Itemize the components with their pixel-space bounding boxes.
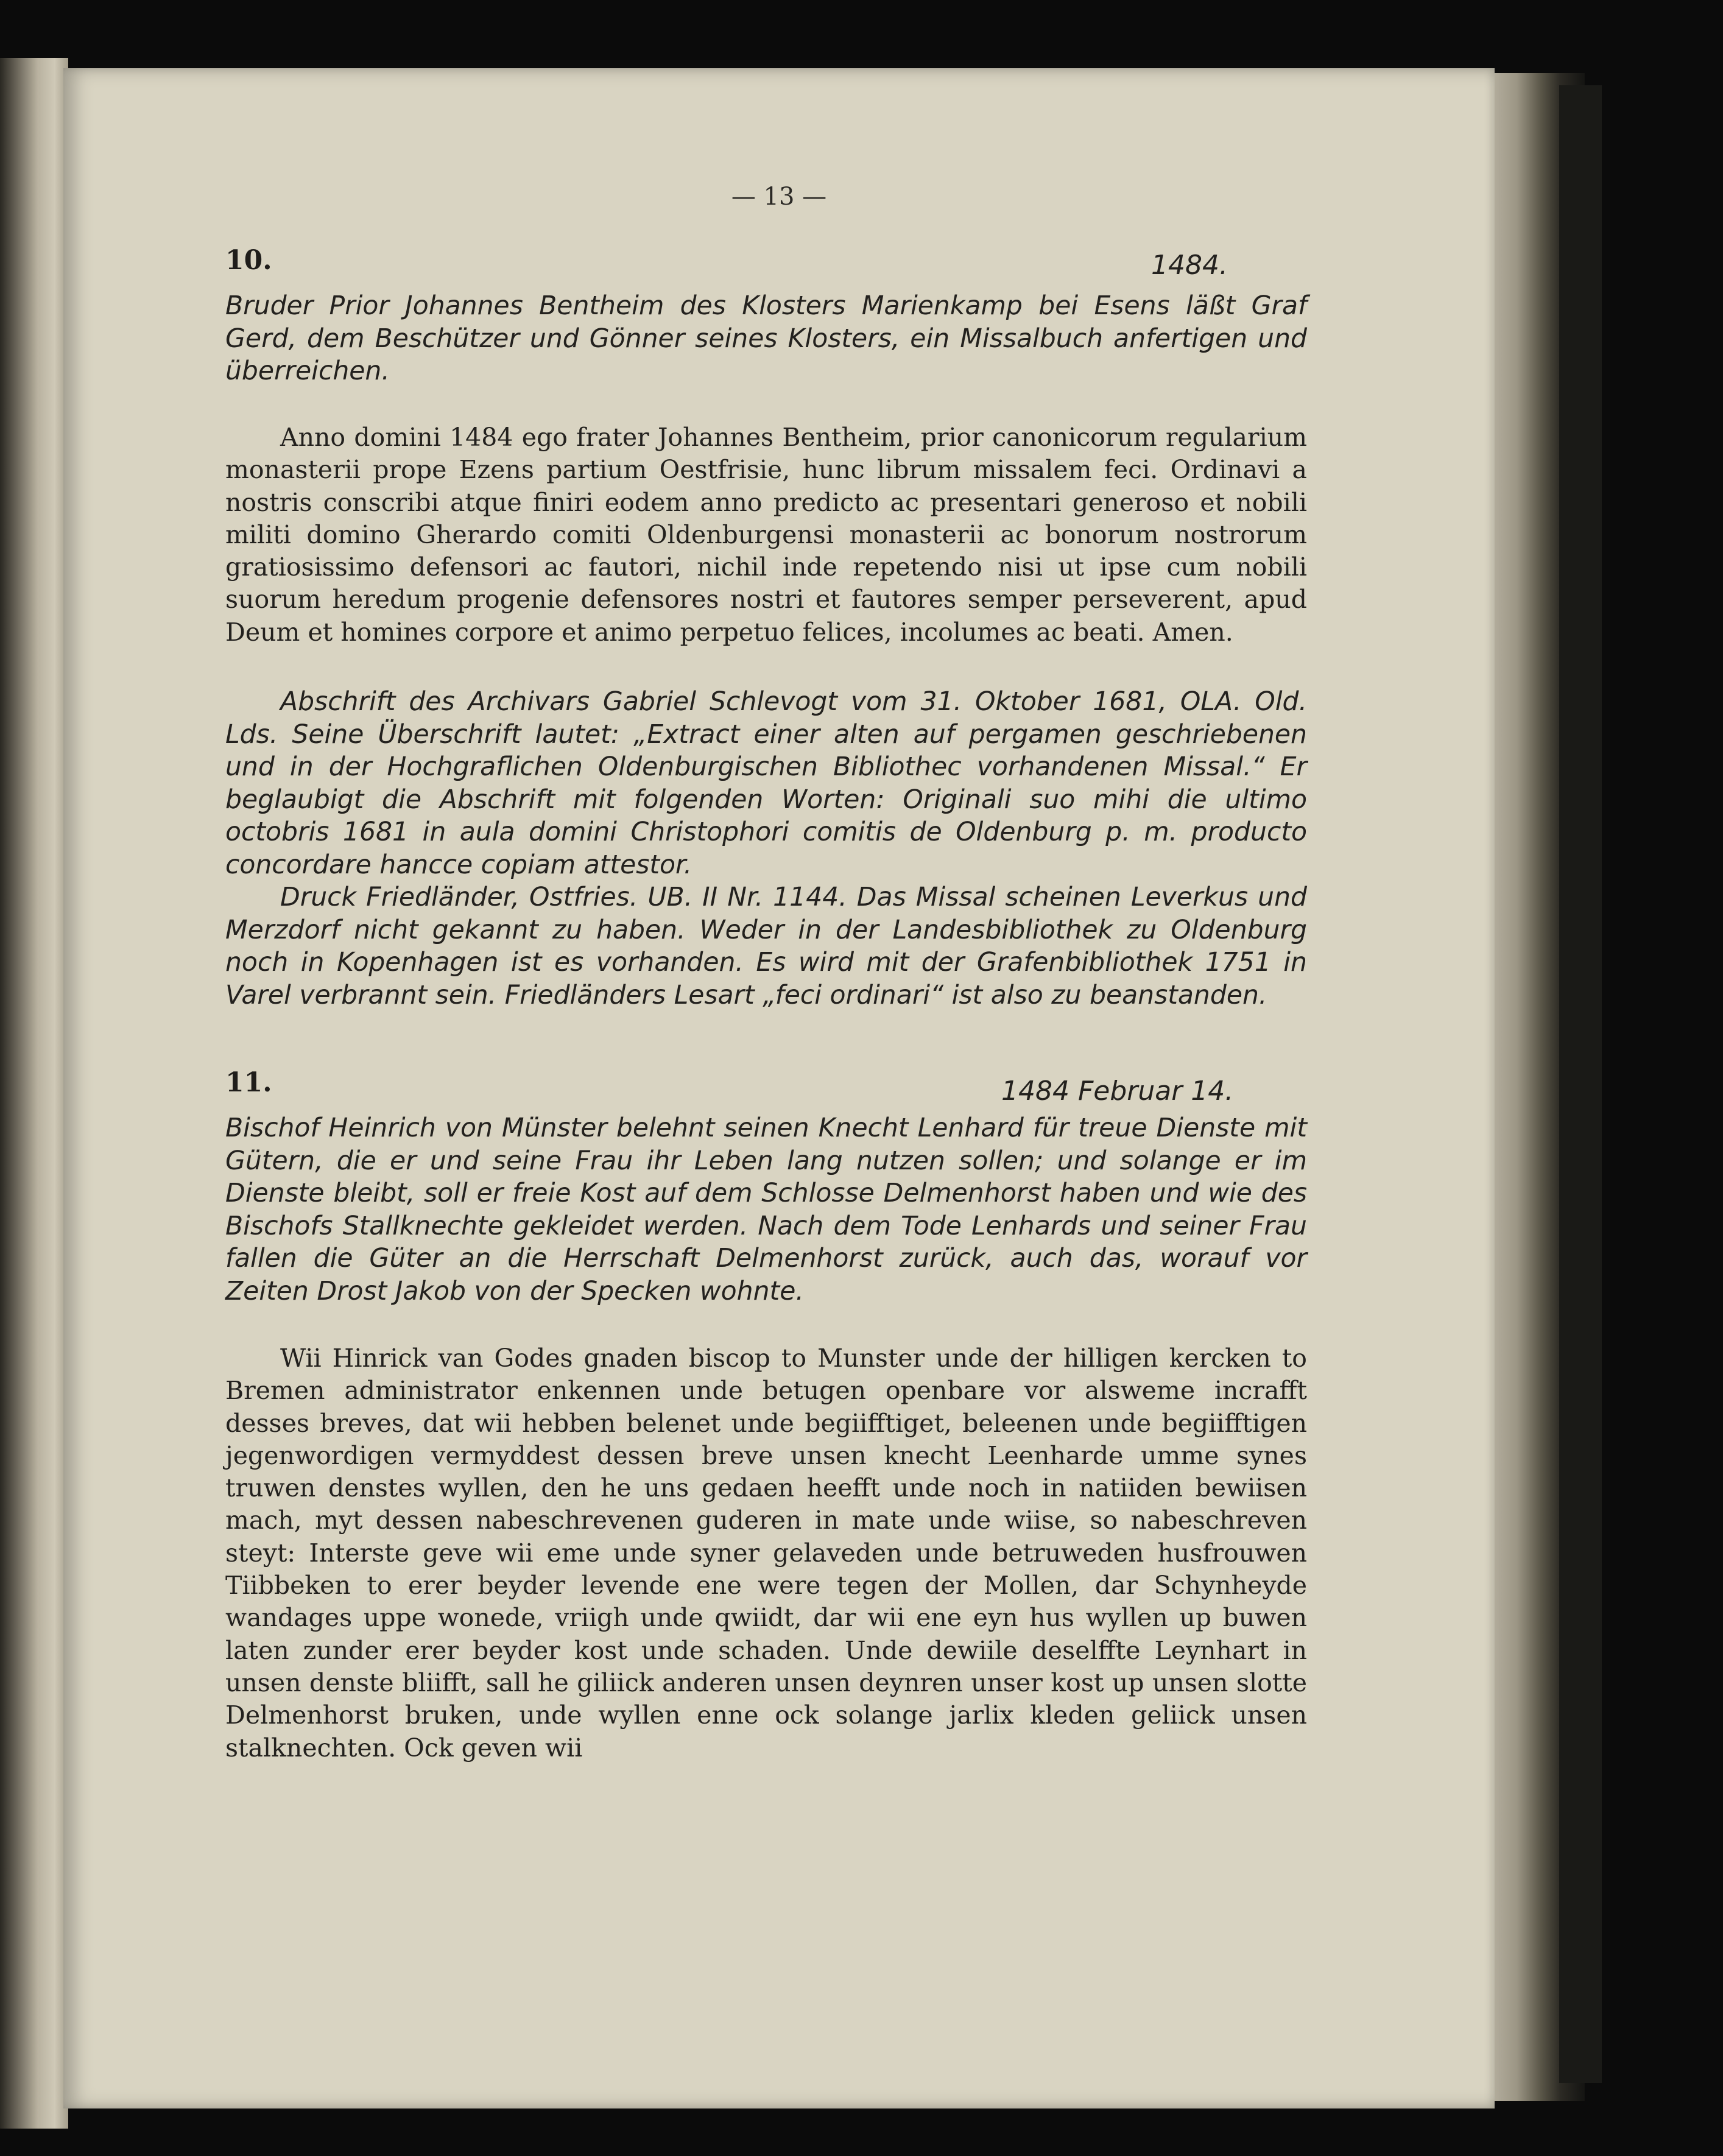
book-cover-edge <box>1559 85 1602 2083</box>
note-paragraph: Druck Friedländer, Ostfries. UB. II Nr. 1144. Das Missal scheinen Leverkus und Merzdorf nicht gekannt zu haben. Weder in der Landesbibliothek zu Oldenburg noch in Kopenhagen ist es vorhanden. Es wird mit der Grafenbibliothek 1751 in Varel verbrannt sein. Friedländers Lesart „feci ordinari“ ist also zu beanstanden. <box>225 882 1307 1010</box>
regest-paragraph: Bischof Heinrich von Münster belehnt seinen Knecht Lenhard für treue Dienste mit Gütern, die er und seine Frau ihr Leben lang nutzen sollen; und solange er im Dienste bleibt, soll er freie Kost auf dem Schlosse Delmenhorst haben und wie des Bischofs Stallknechte gekleidet werden. Nach dem Tode Lenhards und seiner Frau fallen die Güter an die Herrschaft Delmenhorst zurück, auch das, worauf vor Zeiten Drost Jakob von der Specken wohnte. <box>225 1113 1307 1306</box>
left-page-edge <box>0 58 68 2129</box>
entry-number: 11. <box>225 1067 272 1098</box>
entry-number: 10. <box>225 245 272 276</box>
entry-regest <box>225 1112 1307 1308</box>
note-paragraph: Abschrift des Archivars Gabriel Schlevogt vom 31. Oktober 1681, OLA. Old. Lds. Seine Überschrift lautet: „Extract einer alten auf pergamen geschriebenen und in der Hochgraflichen Oldenburgischen Bibliothec vorhandenen Missal.“ Er beglaubigt die Abschrift mit folgenden Worten: Originali suo mihi die ultimo octobris 1681 in aula domini Christophori comitis de Oldenburg p. m. producto concordare hancce copiam attestor. <box>225 687 1307 880</box>
book-page <box>63 68 1495 2108</box>
source-text-paragraph: Wii Hinrick van Godes gnaden biscop to Munster unde der hilligen kercken to Bremen administrator enkennen unde betugen openbare vor alsweme incrafft desses breves, dat wii hebben belenet unde begiifftiget, beleenen unde begiifftigen jegenwordigen vermyddest dessen breve unsen knecht Leenharde umme synes truwen denstes wyllen, den he uns gedaen heefft unde noch in natiiden bewiisen mach, myt dessen nabeschrevenen guderen in mate unde wiise, so nabeschreven steyt: Interste geve wii eme unde syner gelaveden unde betruweden husfrouwen Tiibbeken to erer beyder levende ene were tegen der Mollen, dar Schynheyde wandages uppe wonede, vriigh unde qwiidt, dar wii ene eyn hus wyllen up buwen laten zunder erer beyder kost unde schaden. Unde dewiile deselffte Leynhart in unsen denste bliifft, sall he giliick anderen unsen deynren unser kost up unsen slotte Delmenhorst bruken, unde wyllen enne ock solange jarlix kleden geliick unsen stalknechten. Ock geven wii <box>225 1344 1307 1763</box>
entry-date: 1484. <box>1151 250 1228 281</box>
entry-text <box>225 1342 1307 1764</box>
page-number: — 13 — <box>731 183 827 211</box>
regest-paragraph: Bruder Prior Johannes Bentheim des Klosters Marienkamp bei Esens läßt Graf Gerd, dem Beschützer und Gönner seines Klosters, ein Missalbuch anfertigen und überreichen. <box>225 291 1307 386</box>
source-text-paragraph: Anno domini 1484 ego frater Johannes Bentheim, prior canonicorum regularium monasterii prope Ezens partium Oestfrisie, hunc librum missalem feci. Ordinavi a nostris conscribi atque finiri eodem anno predicto ac presentari generoso et nobili militi domino Gherardo comiti Oldenburgensi monasterii ac bonorum nostrorum gratiosissimo defensori ac fautori, nichil inde repetendo nisi ut ipse cum nobili suorum heredum progenie defensores nostri et fautores semper perseverent, apud Deum et homines corpore et animo perpetuo felices, incolumes ac beati. Amen. <box>225 423 1307 647</box>
entry-date: 1484 Februar 14. <box>1001 1076 1234 1107</box>
entry-text <box>225 421 1307 649</box>
entry-regest <box>225 290 1307 388</box>
entry-notes <box>225 686 1307 1012</box>
